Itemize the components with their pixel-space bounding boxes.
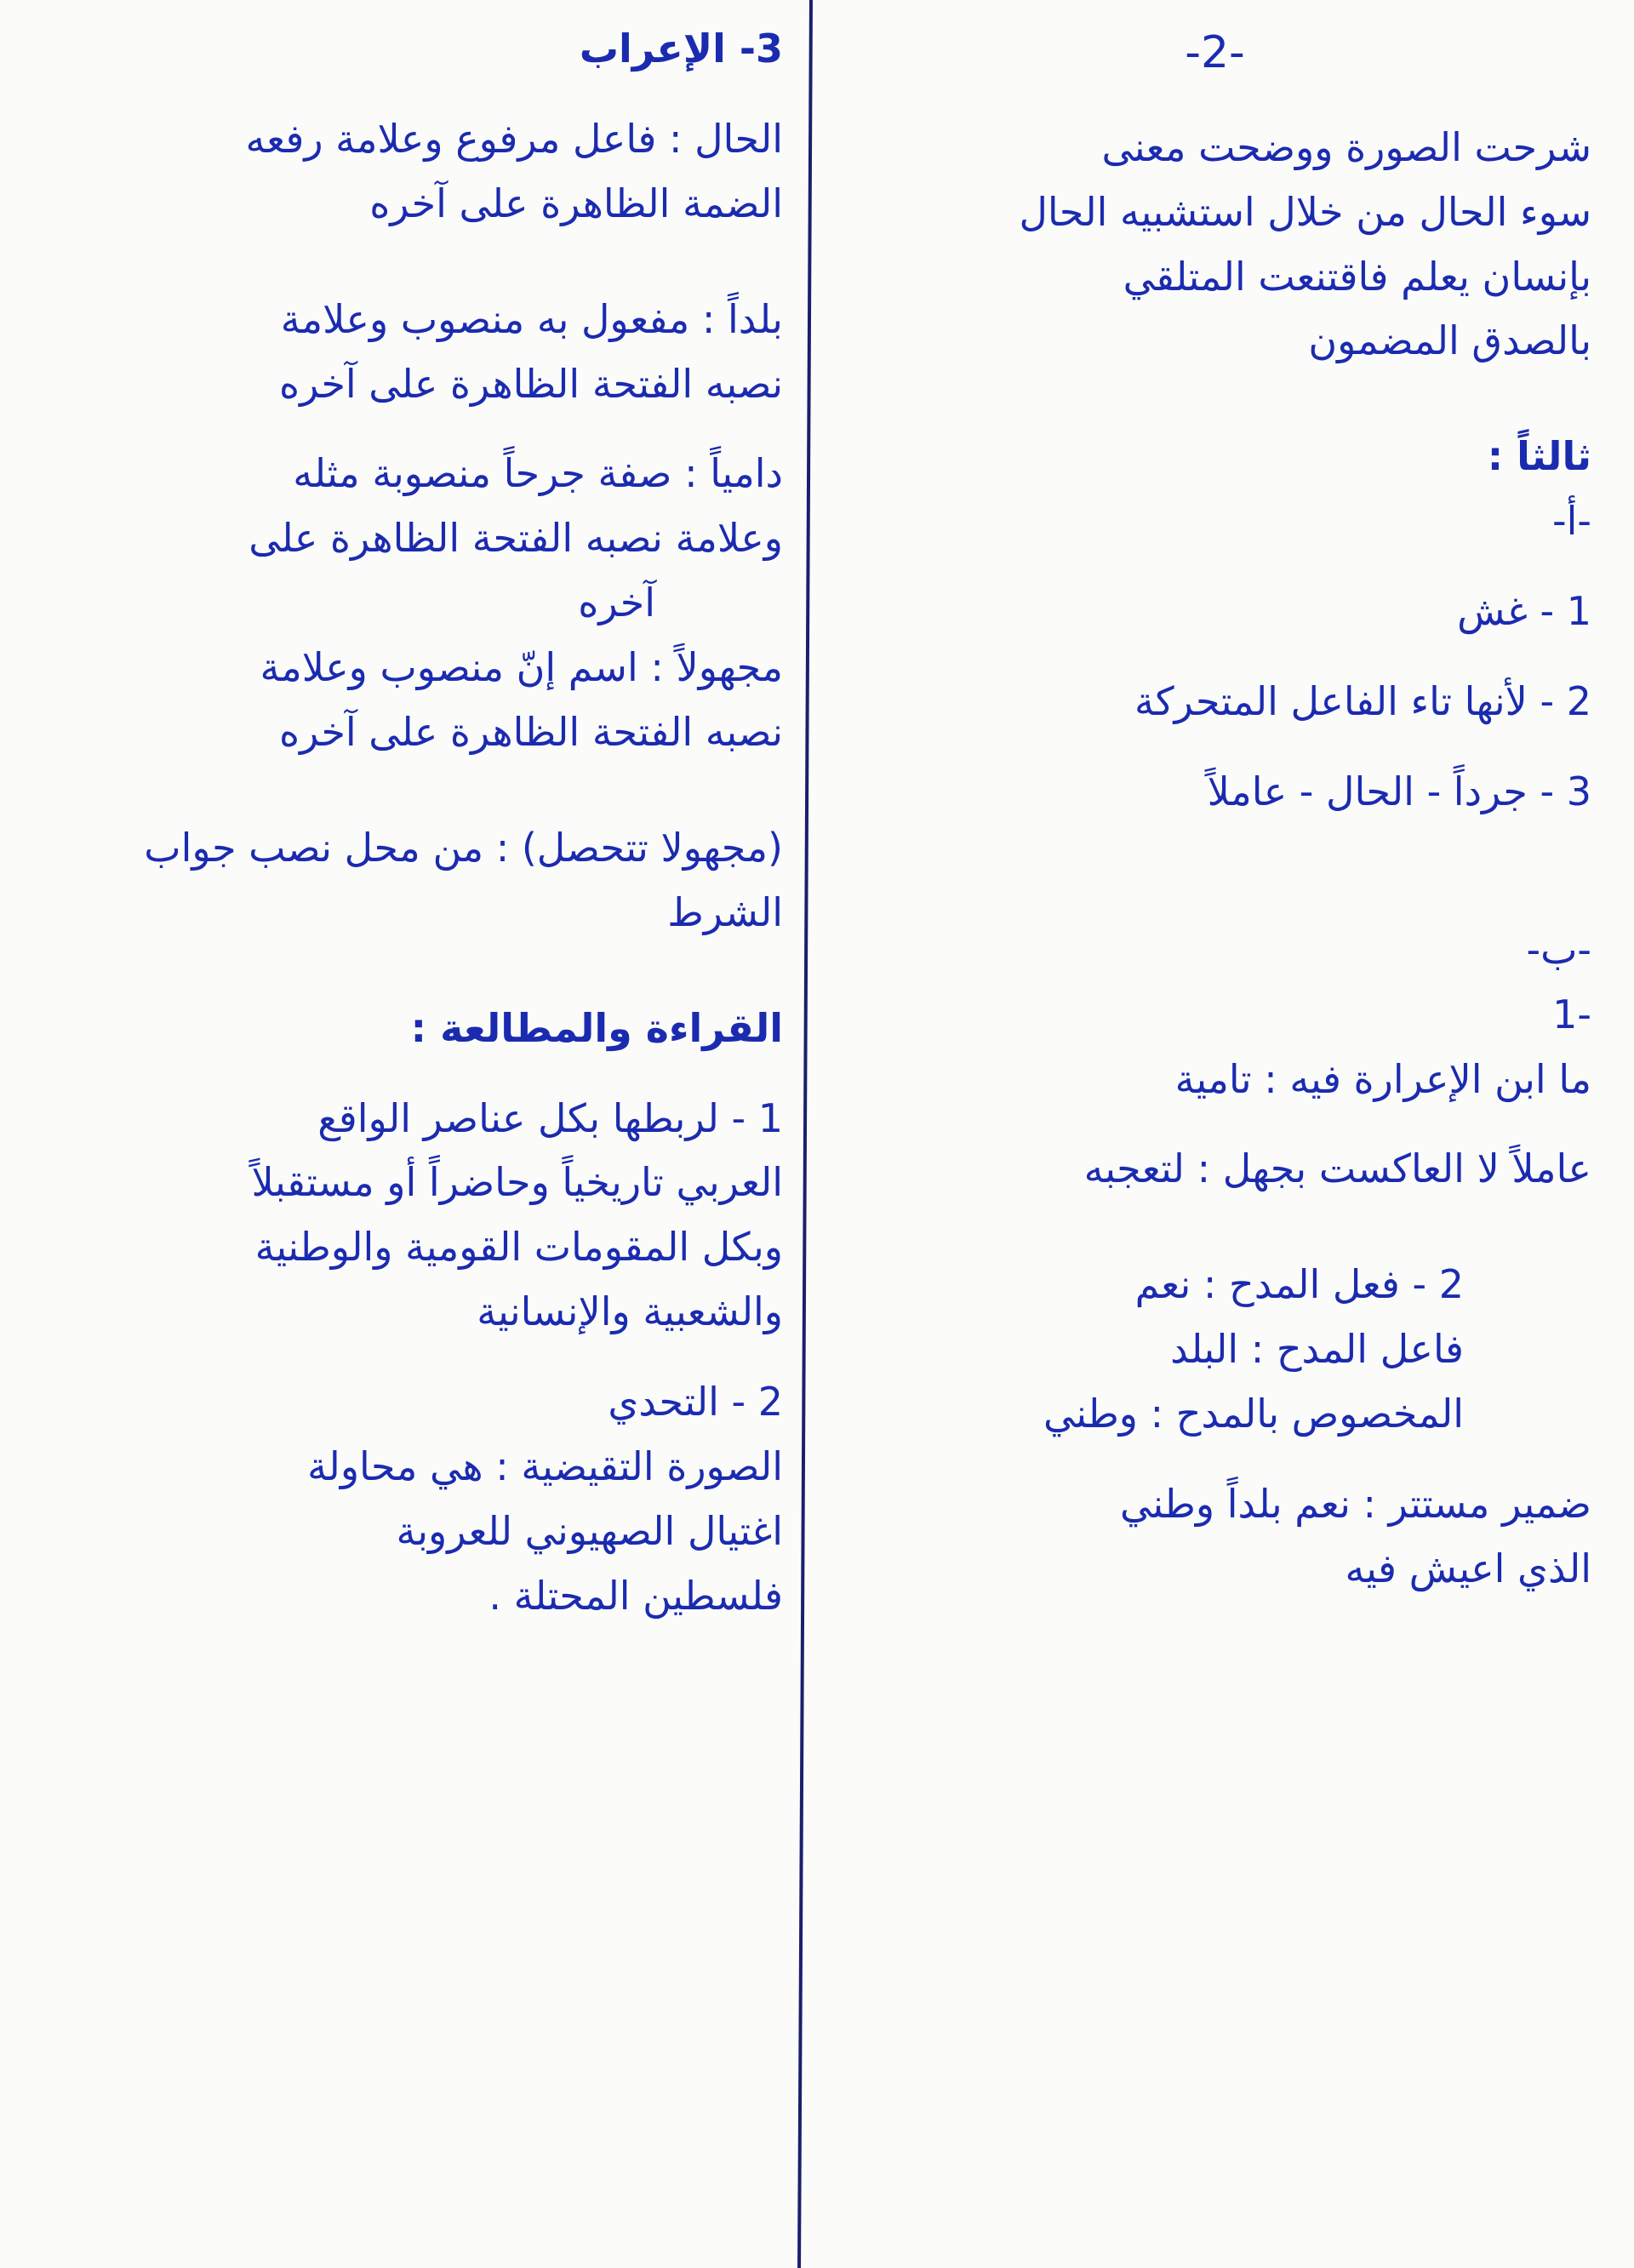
reading-line: العربي تاريخياً وحاضراً أو مستقبلاً [251, 1159, 783, 1206]
b2-line: فاعل المدح : البلد [1170, 1326, 1464, 1373]
i3rab-line: نصبه الفتحة الظاهرة على آخره [278, 709, 783, 756]
reading-line: فلسطين المحتلة . [488, 1572, 783, 1619]
intro-line: بالصدق المضمون [1308, 317, 1591, 364]
i3rab-line: نصبه الفتحة الظاهرة على آخره [278, 360, 783, 407]
b1-line: ما ابن الإعرارة فيه : تامية [1174, 1055, 1591, 1102]
a-item: 3 - جرداً - الحال - عاملاً [1207, 768, 1591, 814]
reading-item2-title: 2 - التحدي [608, 1379, 783, 1425]
reading-title: القراءة والمطالعة : [410, 1004, 783, 1051]
b1-number: -1 [1552, 991, 1591, 1037]
i3rab-line: مجهولاً : اسم إنّ منصوب وعلامة [260, 644, 783, 691]
i3rab-line: الحال : فاعل مرفوع وعلامة رفعه [245, 115, 783, 162]
b2-line: الذي اعيش فيه [1345, 1545, 1591, 1591]
reading-line: 1 - لربطها بكل عناصر الواقع [317, 1094, 783, 1141]
i3rab-line: الضمة الظاهرة على آخره [369, 180, 783, 226]
b2-line: المخصوص بالمدح : وطني [1043, 1391, 1464, 1437]
i3rab-line: الشرط [667, 888, 783, 935]
intro-line: بإنسان يعلم فاقتنعت المتلقي [1123, 253, 1591, 300]
page-number: -2- [1185, 27, 1245, 78]
sub-a-label: -أ- [1552, 498, 1591, 545]
i3rab-line: (مجهولا تتحصل) : من محل نصب جواب [144, 824, 783, 871]
reading-line: وبكل المقومات القومية والوطنية [254, 1224, 783, 1271]
right-column [838, 17, 1591, 1602]
left-column [34, 17, 783, 1629]
i3rab-line: آخره [578, 580, 655, 626]
reading-line: الصورة التقيضية : هي محاولة [307, 1443, 783, 1490]
b2-line: ضمير مستتر : نعم بلداً وطني [1120, 1481, 1591, 1528]
i3rab-line: بلداً : مفعول به منصوب وعلامة [280, 295, 783, 342]
section-title-third: ثالثاً : [1487, 433, 1591, 480]
b2-line: 2 - فعل المدح : نعم [1134, 1261, 1464, 1308]
i3rab-line: وعلامة نصبه الفتحة الظاهرة على [249, 515, 783, 562]
a-item: 1 - غش [1457, 588, 1591, 635]
column-divider [797, 0, 813, 2268]
sub-b-label: -ب- [1526, 926, 1591, 973]
reading-line: اغتيال الصهيوني للعروبة [396, 1507, 783, 1554]
section-title-i3rab: 3- الإعراب [579, 26, 783, 71]
a-item: 2 - لأنها تاء الفاعل المتحركة [1134, 678, 1591, 725]
intro-line: شرحت الصورة ووضحت معنى [1101, 123, 1591, 170]
intro-line: سوء الحال من خلال استشبيه الحال [1019, 188, 1591, 235]
b1-line: عاملاً لا العاكست بجهل : لتعجبه [1083, 1145, 1591, 1192]
reading-line: والشعبية والإنسانية [477, 1288, 783, 1335]
i3rab-line: دامياً : صفة جرحاً منصوبة مثله [293, 450, 783, 497]
